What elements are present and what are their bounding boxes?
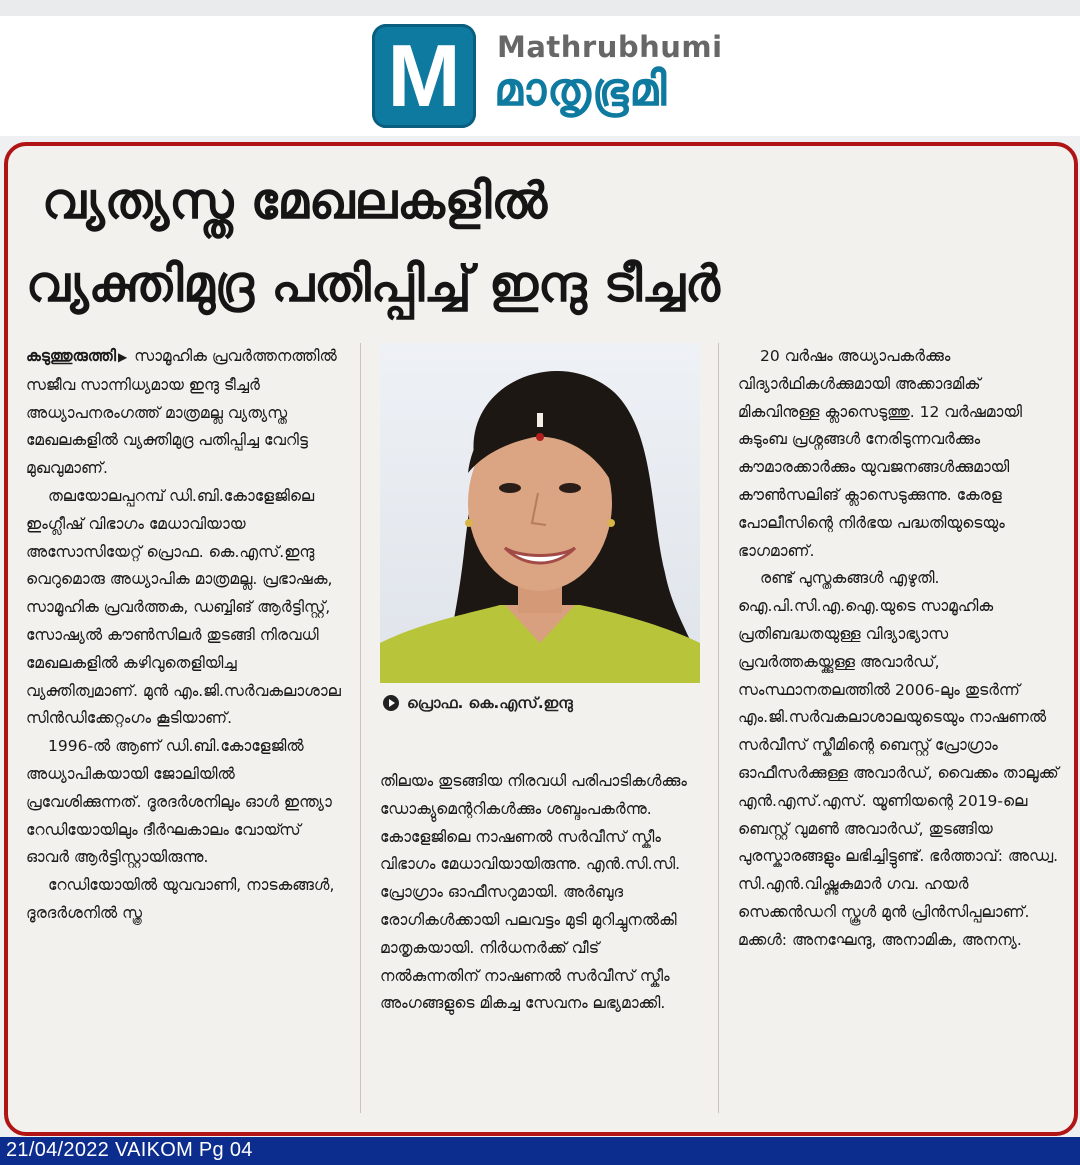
dateline: കടുത്തുരുത്തി xyxy=(26,347,117,365)
paragraph: തിലയം തുടങ്ങിയ നിരവധി പരിപാടികൾക്കും ഡോക്യുമെന്ററികൾക്കും ശബ്ദംപകർന്നു. കോളേജിലെ നാഷണൽ സർവീസ് സ്കീം വിഭാഗം മേധാവിയായിരുന്നു. എൻ.സി.സി. പ്രോഗ്രാം ഓഫീസറുമായി. അർബുദ രോഗികൾക്കായി പലവട്ടം മുടി മുറിച്ചുനൽകി മാതൃകയായി. നിർധനർക്ക് വീട് നൽകുന്നതിന് നാഷണൽ സർവീസ് സ്കീം അംഗങ്ങളുടെ മികച്ച സേവനം ലഭ്യമാക്കി. xyxy=(380,772,687,1013)
headline-line-1: വ്യത്യസ്ത മേഖലകളിൽ xyxy=(42,172,548,230)
logo-letter: M xyxy=(387,26,461,125)
paragraph xyxy=(26,343,344,483)
paragraph-text: സാമൂഹിക പ്രവർത്തനത്തിൽ സജീവ സാന്നിധ്യമായ ഇന്ദു ടീച്ചർ അധ്യാപനരംഗത്ത് മാത്രമല്ല വ്യത്യസ്ത മേഖലകളിൽ വ്യക്തിമുദ്ര പതിപ്പിച്ച വേറിട്ട മുഖവുമാണ്. xyxy=(26,347,337,478)
paragraph: തലയോലപ്പറമ്പ് ഡി.ബി.കോളേജിലെ ഇംഗ്ലീഷ് വിഭാഗം മേധാവിയായ അസോസിയേറ്റ് പ്രൊഫ. കെ.എസ്.ഇന്ദു വെറുമൊരു അധ്യാപിക മാത്രമല്ല. പ്രഭാഷക, സാമൂഹിക പ്രവർത്തക, ഡബ്ബിങ് ആർട്ടിസ്റ്റ്, സോഷ്യൽ കൗൺസിലർ തുടങ്ങി നിരവധി മേഖലകളിൽ കഴിവുതെളിയിച്ച വ്യക്തിത്വമാണ്. മുൻ എം.ജി.സർവകലാശാല സിൻഡിക്കേറ്റംഗം കൂടിയാണ്. xyxy=(26,486,341,728)
photo-caption xyxy=(383,694,701,712)
logo-name-english: Mathrubhumi xyxy=(497,30,723,64)
edition-footer-bar xyxy=(0,1137,1080,1165)
paragraph: റേഡിയോയിൽ യുവവാണി, നാടകങ്ങൾ, ദൂരദർശനിൽ സ്ത്ര xyxy=(26,876,335,922)
column-divider xyxy=(718,343,719,1113)
caption-text: പ്രൊഫ. കെ.എസ്.ഇന്ദു xyxy=(407,694,573,712)
article-column-2 xyxy=(380,768,700,1018)
paragraph: 20 വർഷം അധ്യാപകർക്കും വിദ്യാർഥികൾക്കുമായി അക്കാദമിക് മികവിനുള്ള ക്ലാസെടുത്തു. 12 വർഷമായി കുടുംബ പ്രശ്നങ്ങൾ നേരിടുന്നവർക്കും കൗമാരക്കാർക്കും യുവജനങ്ങൾക്കുമായി കൗൺസലിങ് ക്ലാസെടുക്കുന്നു. കേരള പോലീസിന്റെ നിർഭയ പദ്ധതിയുടെയും ഭാഗമാണ്. xyxy=(738,347,1022,560)
article-column-1 xyxy=(26,343,344,928)
paragraph: 1996-ൽ ആണ് ഡി.ബി.കോളേജിൽ അധ്യാപികയായി ജോലിയിൽ പ്രവേശിക്കുന്നത്. ദൂരദർശനിലും ഓൾ ഇന്ത്യാ റേഡിയോയിലും ദീർഘകാലം വോയ്സ് ഓവർ ആർട്ടിസ്റ്റായിരുന്നു. xyxy=(26,737,332,867)
portrait-photo xyxy=(380,343,700,683)
headline-line-2: വ്യക്തിമുദ്ര പതിപ്പിച്ച് ഇന്ദു ടീച്ചർ xyxy=(26,255,720,313)
caption-bullet-icon xyxy=(383,695,399,711)
logo-name-malayalam: മാതൃഭൂമി xyxy=(494,62,668,116)
paragraph: രണ്ട് പുസ്തകങ്ങൾ എഴുതി. ഐ.പി.സി.എ.ഐ.യുടെ സാമൂഹിക പ്രതിബദ്ധതയുള്ള വിദ്യാഭ്യാസ പ്രവർത്തകയ്ക്കുള്ള അവാർഡ്, സംസ്ഥാനതലത്തിൽ 2006-ലും തുടർന്ന് എം.ജി.സർവകലാശാലയുടെയും നാഷണൽ സർവീസ് സ്കീമിന്റെ ബെസ്റ്റ് പ്രോഗ്രാം ഓഫീസർക്കുള്ള അവാർഡ്, വൈക്കം താലൂക്ക് എൻ.എസ്.എസ്. യൂണിയന്റെ 2019-ലെ ബെസ്റ്റ് വുമൺ അവാർഡ്, തുടങ്ങിയ പുരസ്കാരങ്ങളും ലഭിച്ചിട്ടുണ്ട്. ഭർത്താവ്: അഡ്വ. സി.എൻ.വിഷ്ണുകുമാർ ഗവ. ഹയർ സെക്കൻഡറി സ്കൂൾ മുൻ പ്രിൻസിപ്പലാണ്. മക്കൾ: അനഘേന്ദു, അനാമിക, അനന്യ. xyxy=(738,569,1059,949)
mathrubhumi-logo-icon xyxy=(372,24,476,128)
edition-date-page: 21/04/2022 VAIKOM Pg 04 xyxy=(6,1139,253,1161)
dateline-arrow-icon: ▶ xyxy=(118,350,128,364)
column-divider xyxy=(360,343,361,1113)
article-column-3 xyxy=(738,343,1064,955)
